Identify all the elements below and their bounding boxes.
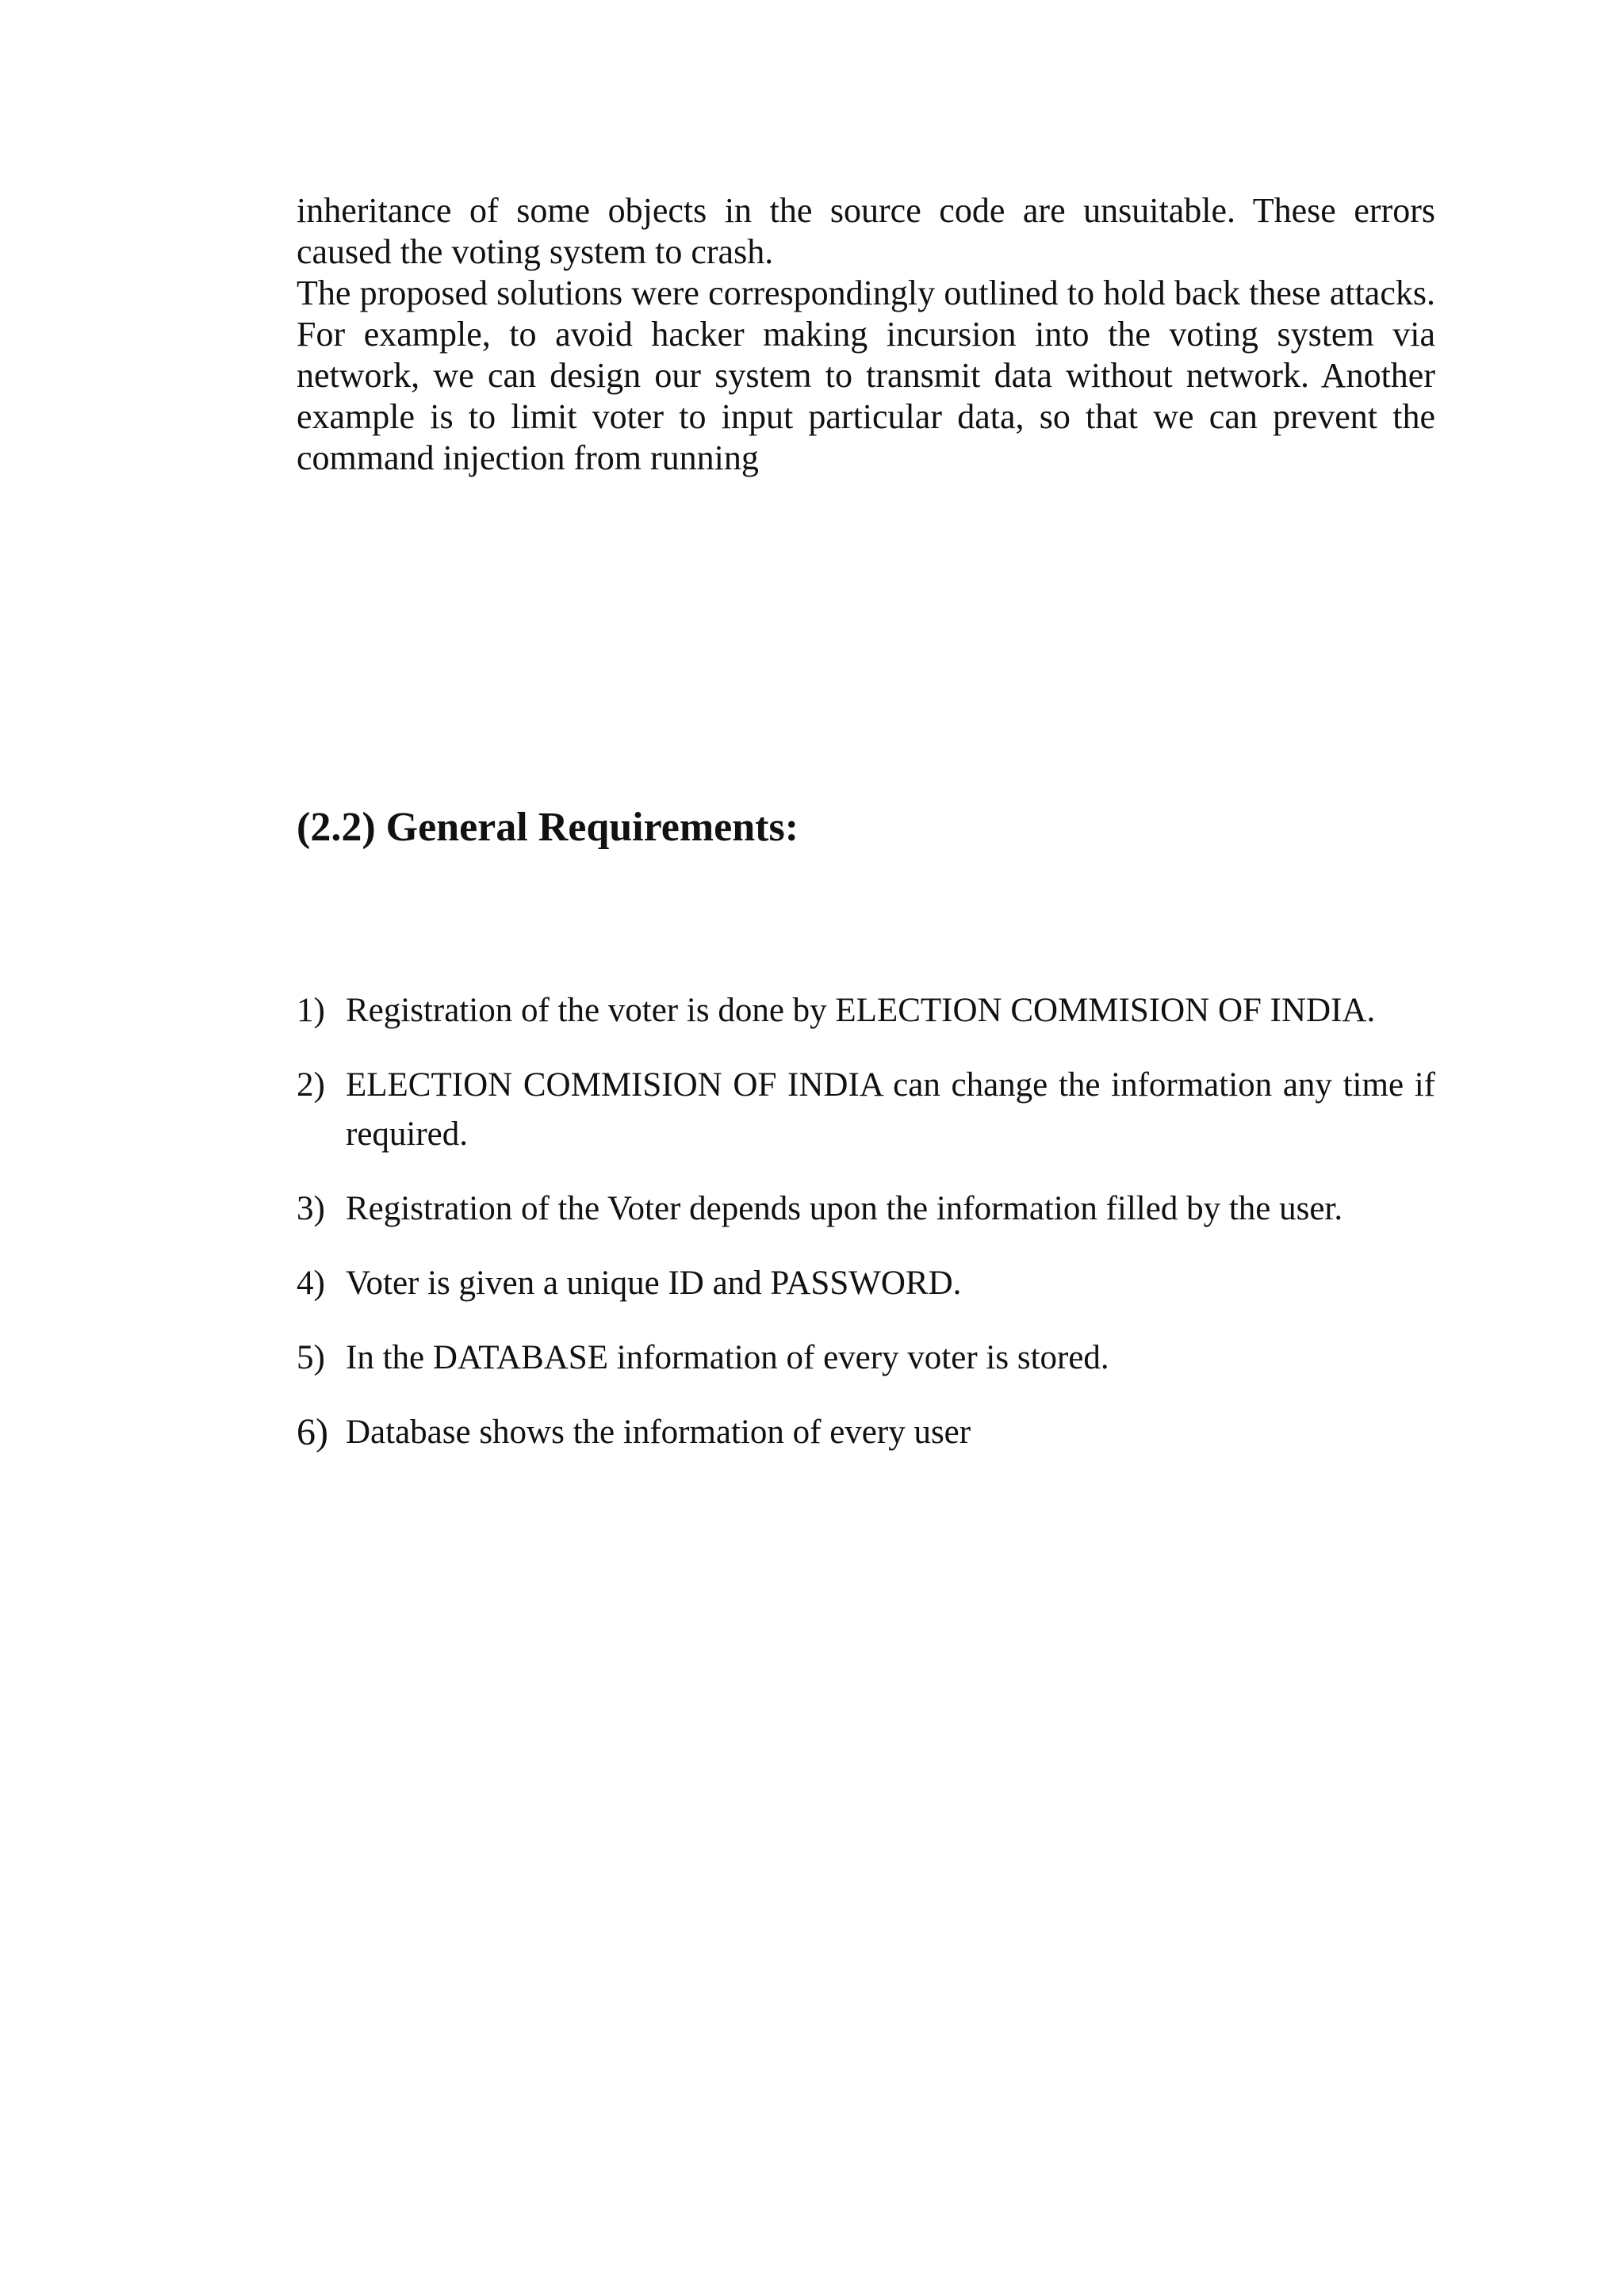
list-item-number: 1): [297, 992, 325, 1029]
list-item: [297, 1184, 1435, 1234]
body-text: [297, 190, 1435, 479]
list-item-text: ELECTION COMMISION OF INDIA can change the information any time if required.: [346, 1066, 1435, 1153]
list-item-number: 6): [297, 1411, 328, 1453]
list-item: [297, 986, 1435, 1035]
list-item-number: 4): [297, 1265, 325, 1302]
requirements-list: [297, 986, 1435, 1483]
list-item-number: 3): [297, 1190, 325, 1227]
list-item-text: Database shows the information of every user: [346, 1414, 971, 1451]
list-item-number: 2): [297, 1066, 325, 1104]
list-item-text: Voter is given a unique ID and PASSWORD.: [346, 1265, 962, 1302]
section-heading: (2.2) General Requirements:: [297, 805, 799, 850]
list-item-text: Registration of the voter is done by ELECTION COMMISION OF INDIA.: [346, 992, 1376, 1029]
list-item-text: Registration of the Voter depends upon the information filled by the user.: [346, 1190, 1343, 1227]
list-item: [297, 1259, 1435, 1308]
body-paragraph: inheritance of some objects in the source code are unsuitable. These errors caused the voting system to crash.: [297, 191, 1435, 271]
list-item: [297, 1061, 1435, 1159]
list-item: [297, 1408, 1435, 1457]
body-paragraph: The proposed solutions were correspondingly outlined to hold back these attacks. For example, to avoid hacker making incursion into the voting system via network, we can design our system to transmit data without network. Another example is to limit voter to input particular data, so that we can prevent the command injection from running: [297, 274, 1435, 477]
list-item: [297, 1334, 1435, 1383]
list-item-text: In the DATABASE information of every voter is stored.: [346, 1339, 1109, 1376]
list-item-number: 5): [297, 1339, 325, 1376]
